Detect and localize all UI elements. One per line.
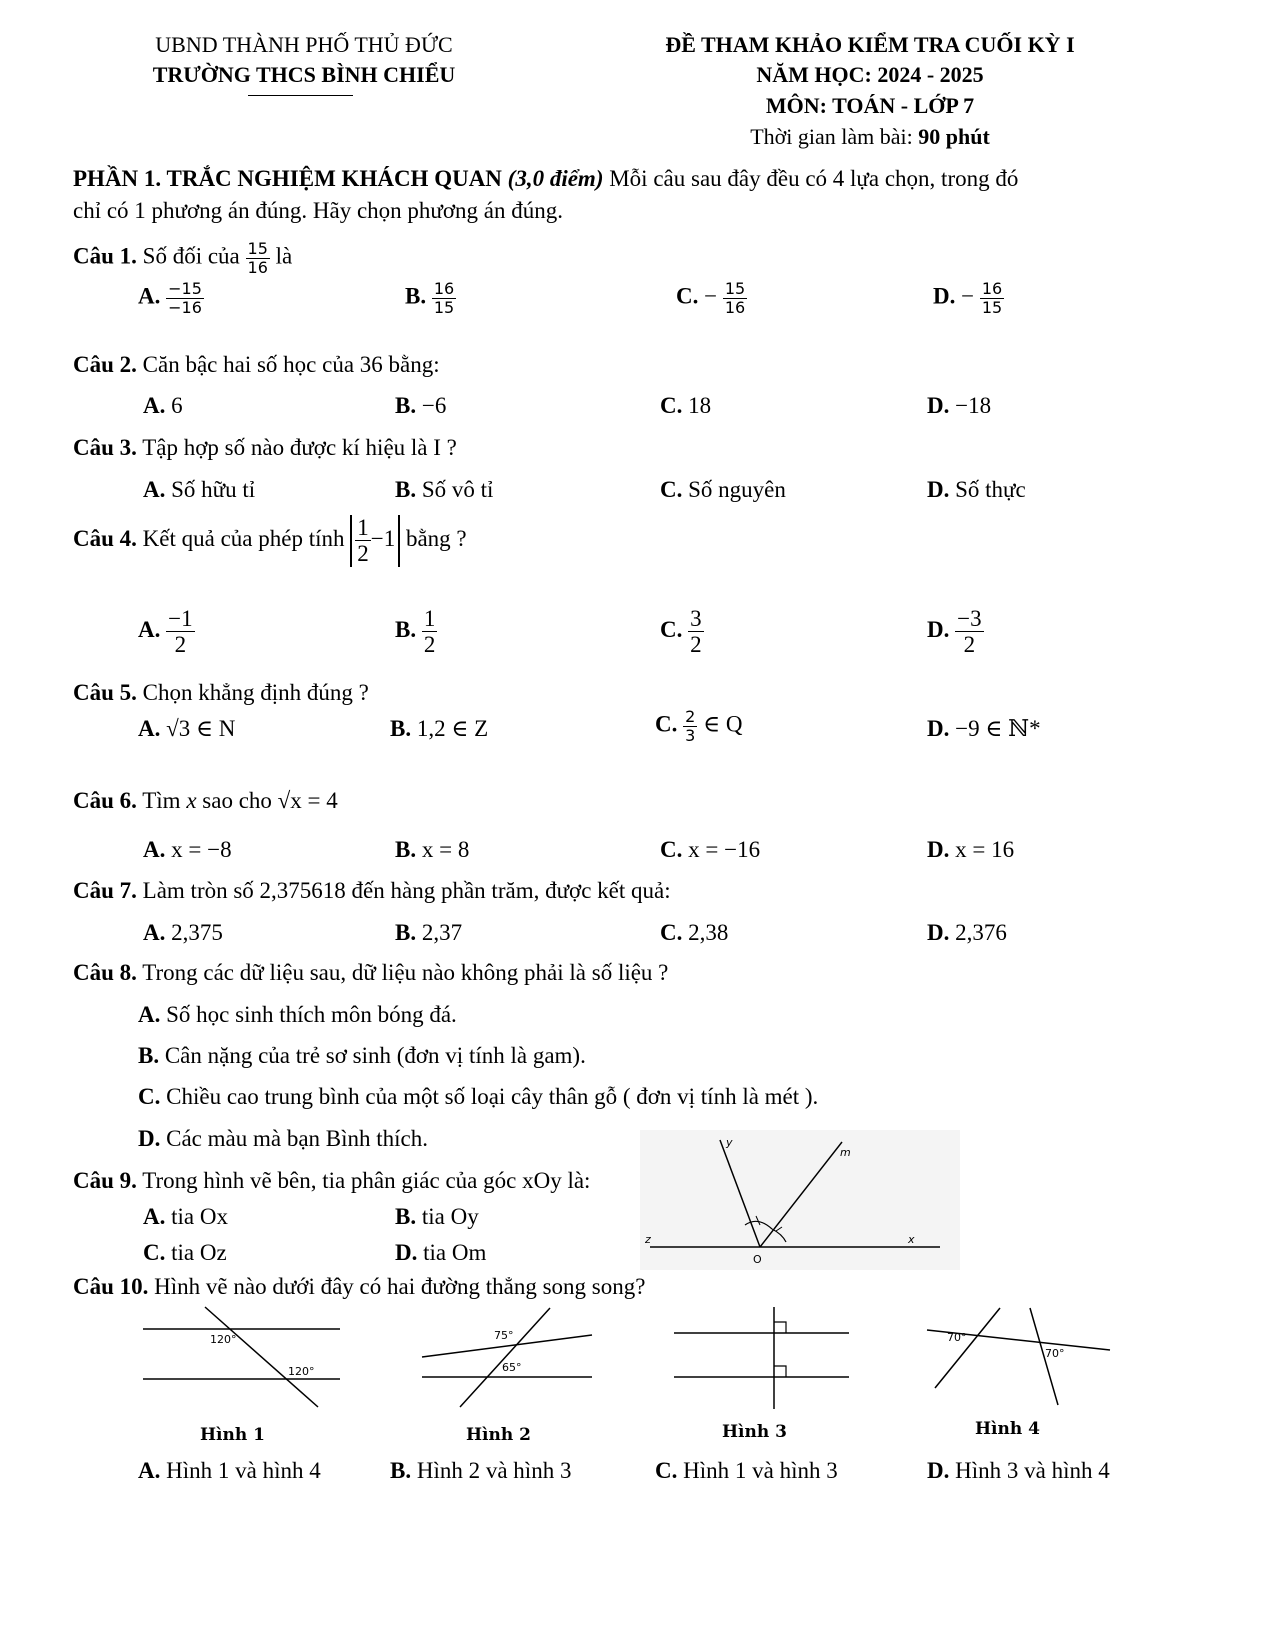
q3-option-d[interactable]: D. Số thực bbox=[927, 477, 1026, 502]
fig4-line-1 bbox=[935, 1308, 1000, 1388]
q9-option-d[interactable]: D. tia Om bbox=[395, 1240, 487, 1265]
q2-option-c[interactable]: C. 18 bbox=[660, 393, 712, 418]
q10-figure-2 bbox=[420, 1305, 600, 1415]
school-name: TRƯỜNG THCS BÌNH CHIỂU bbox=[152, 62, 456, 87]
question-8: Câu 8. Trong các dữ liệu sau, dữ liệu nào không phải là số liệu ? bbox=[73, 960, 669, 985]
q10-figure-1-caption: Hình 1 bbox=[200, 1425, 265, 1445]
q10-option-b[interactable]: B. Hình 2 và hình 3 bbox=[390, 1458, 572, 1483]
figure-background bbox=[640, 1130, 960, 1270]
q4-option-c[interactable]: C. $\frac{3}{2}$ bbox=[660, 606, 702, 658]
q5-option-d[interactable]: D. −9 ∈ ℕ* bbox=[927, 716, 1041, 741]
q9-angle-figure bbox=[640, 1130, 960, 1270]
q4-option-d[interactable]: D. $\frac{-3}{2}$ bbox=[927, 606, 982, 658]
fig4-angle-1: 70° bbox=[947, 1331, 967, 1344]
part1-heading: PHẦN 1. TRẮC NGHIỆM KHÁCH QUAN (3,0 điểm) Mỗi câu sau đây đều có 4 lựa chọn, trong đó bbox=[73, 166, 1019, 191]
question-1: Câu 1. Số đối của $\frac{15}{16}$ là bbox=[73, 239, 293, 277]
q10-figure-3-caption: Hình 3 bbox=[722, 1422, 787, 1442]
fig2-transversal bbox=[460, 1308, 550, 1407]
q1-option-c[interactable]: C. − $\frac{15}{16}$ bbox=[676, 279, 746, 317]
subject: MÔN: TOÁN - LỚP 7 bbox=[765, 93, 975, 118]
header-divider bbox=[248, 95, 353, 96]
question-2: Câu 2. Căn bậc hai số học của 36 bằng: bbox=[73, 352, 440, 377]
absolute-value-expression: $\frac{1}{2}$ −1 bbox=[350, 515, 400, 567]
label-m: m bbox=[840, 1146, 851, 1159]
q3-option-c[interactable]: C. Số nguyên bbox=[660, 477, 786, 502]
q6-option-c[interactable]: C. x = −16 bbox=[660, 837, 761, 862]
q10-option-c[interactable]: C. Hình 1 và hình 3 bbox=[655, 1458, 838, 1483]
label-z: z bbox=[645, 1233, 651, 1246]
question-3: Câu 3. Tập hợp số nào được kí hiệu là I ? bbox=[73, 435, 457, 460]
q10-figure-4 bbox=[925, 1305, 1115, 1415]
q10-figure-3 bbox=[672, 1305, 852, 1415]
q6-option-b[interactable]: B. x = 8 bbox=[395, 837, 470, 862]
q10-figure-2-caption: Hình 2 bbox=[466, 1425, 531, 1445]
question-6: Câu 6. Tìm x sao cho √x = 4 bbox=[73, 788, 338, 813]
q10-figure-1 bbox=[140, 1305, 345, 1415]
q2-option-b[interactable]: B. −6 bbox=[395, 393, 447, 418]
q1-option-d[interactable]: D. − $\frac{16}{15}$ bbox=[933, 279, 1003, 317]
q5-option-b[interactable]: B. 1,2 ∈ Z bbox=[390, 716, 489, 741]
q10-figure-4-caption: Hình 4 bbox=[975, 1419, 1040, 1439]
q7-option-b[interactable]: B. 2,37 bbox=[395, 920, 463, 945]
question-4: Câu 4. Kết quả của phép tính $\frac{1}{2}$ −1 bằng ? bbox=[73, 515, 467, 567]
q5-option-a[interactable]: A. √3 ∈ N bbox=[138, 716, 236, 741]
question-9: Câu 9. Trong hình vẽ bên, tia phân giác của góc xOy là: bbox=[73, 1168, 591, 1193]
q1-option-a[interactable]: A. $\frac{-15}{-16}$ bbox=[138, 279, 202, 317]
exam-title: ĐỀ THAM KHẢO KIỂM TRA CUỐI KỲ I bbox=[665, 32, 1075, 57]
fig3-right-angle-1 bbox=[774, 1322, 786, 1333]
question-10: Câu 10. Hình vẽ nào dưới đây có hai đường thẳng song song? bbox=[73, 1274, 646, 1299]
q3-option-b[interactable]: B. Số vô tỉ bbox=[395, 477, 494, 502]
label-o: O bbox=[753, 1253, 762, 1266]
q8-option-c[interactable]: C. Chiều cao trung bình của một số loại cây thân gỗ ( đơn vị tính là mét ). bbox=[138, 1084, 819, 1109]
q7-option-a[interactable]: A. 2,375 bbox=[143, 920, 223, 945]
label-x: x bbox=[908, 1233, 915, 1246]
q9-option-c[interactable]: C. tia Oz bbox=[143, 1240, 227, 1265]
q1-option-b[interactable]: B. $\frac{16}{15}$ bbox=[405, 279, 455, 317]
fig4-angle-2: 70° bbox=[1045, 1347, 1065, 1360]
part1-instructions: chỉ có 1 phương án đúng. Hãy chọn phương án đúng. bbox=[73, 198, 564, 223]
q10-option-a[interactable]: A. Hình 1 và hình 4 bbox=[138, 1458, 321, 1483]
q10-option-d[interactable]: D. Hình 3 và hình 4 bbox=[927, 1458, 1110, 1483]
q4-option-b[interactable]: B. $\frac{1}{2}$ bbox=[395, 606, 436, 658]
fig1-transversal bbox=[205, 1307, 318, 1407]
fig1-angle-2: 120° bbox=[288, 1365, 315, 1378]
label-y: y bbox=[726, 1136, 733, 1149]
exam-time: Thời gian làm bài: 90 phút bbox=[750, 124, 990, 149]
q6-option-a[interactable]: A. x = −8 bbox=[143, 837, 232, 862]
fig1-angle-1: 120° bbox=[210, 1333, 237, 1346]
school-district: UBND THÀNH PHỐ THỦ ĐỨC bbox=[155, 32, 453, 57]
q4-option-a[interactable]: A. $\frac{-1}{2}$ bbox=[138, 606, 193, 658]
q7-option-c[interactable]: C. 2,38 bbox=[660, 920, 729, 945]
q2-option-a[interactable]: A. 6 bbox=[143, 393, 183, 418]
q9-option-b[interactable]: B. tia Oy bbox=[395, 1204, 479, 1229]
school-year: NĂM HỌC: 2024 - 2025 bbox=[756, 62, 984, 87]
q8-option-d[interactable]: D. Các màu mà bạn Bình thích. bbox=[138, 1126, 429, 1151]
question-7: Câu 7. Làm tròn số 2,375618 đến hàng phần trăm, được kết quả: bbox=[73, 878, 671, 903]
fig3-right-angle-2 bbox=[774, 1366, 786, 1377]
q6-option-d[interactable]: D. x = 16 bbox=[927, 837, 1015, 862]
q8-option-a[interactable]: A. Số học sinh thích môn bóng đá. bbox=[138, 1002, 457, 1027]
q8-option-b[interactable]: B. Cân nặng của trẻ sơ sinh (đơn vị tính là gam). bbox=[138, 1043, 586, 1068]
q9-option-a[interactable]: A. tia Ox bbox=[143, 1204, 228, 1229]
question-5: Câu 5. Chọn khẳng định đúng ? bbox=[73, 680, 369, 705]
fig2-angle-2: 65° bbox=[502, 1361, 522, 1374]
q7-option-d[interactable]: D. 2,376 bbox=[927, 920, 1007, 945]
q2-option-d[interactable]: D. −18 bbox=[927, 393, 992, 418]
fig2-angle-1: 75° bbox=[494, 1329, 514, 1342]
q5-option-c[interactable]: C. $\frac{2}{3}$ ∈ Q bbox=[655, 707, 743, 745]
q3-option-a[interactable]: A. Số hữu tỉ bbox=[143, 477, 256, 502]
